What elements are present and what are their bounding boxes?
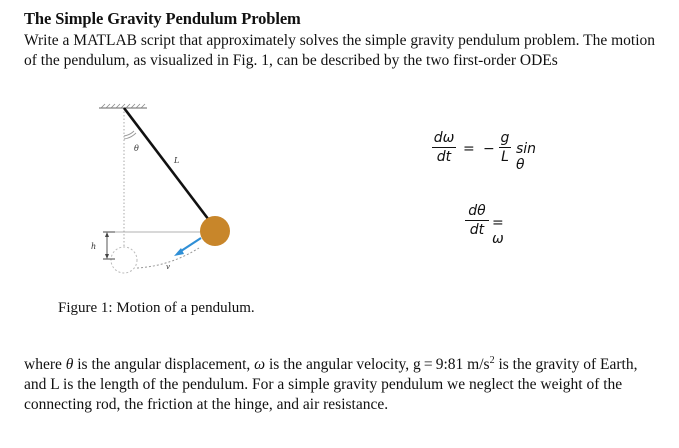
theta-symbol: θ [65,356,74,373]
eq2-lhs-fraction [465,203,489,238]
eq1-sine: sin θ [516,141,537,173]
rest-position-circle [111,247,137,273]
outro-text-4: is the gravity of Earth, and L is the length of the pendulum. For a simple gravity pendulum we neglect the weight of the connecting rod, the friction at the hinge, and air resistance. [24,356,638,413]
pendulum-rod [124,108,215,228]
eq2-lhs-den: dt [469,222,485,238]
angle-arc [124,131,134,136]
outro-text-1: where [24,356,66,373]
length-label: L [174,156,180,165]
squared-superscript: 2 [489,354,495,366]
eq1-equals: = [463,141,475,157]
intro-paragraph: Write a MATLAB script that approximately solves the simple gravity pendulum problem. The motion of the pendulum, as visualized in Fig. 1, can be described by the two first-order ODEs [24,32,656,69]
eq1-lhs-den: dt [436,149,452,165]
pendulum-bob [200,216,230,246]
problem-title: The Simple Gravity Pendulum Problem [24,9,301,28]
eq1-rhs-num: g [500,130,510,146]
eq1-rhs-den: L [501,149,509,165]
figure-caption: Figure 1: Motion of a pendulum. [58,300,255,316]
angle-label: θ [134,144,139,153]
outro-text-3: is the angular velocity, g = 9:81 m/s [265,356,490,373]
pendulum-figure [75,98,265,283]
eq1-rhs-fraction [499,130,511,165]
eq2-lhs-num: dθ [468,203,486,219]
omega-symbol: ω [254,356,266,373]
ceiling-hatch [101,104,145,108]
eq2-rhs: = ω [492,215,504,247]
eq1-minus: − [483,141,495,157]
closing-paragraph [24,355,660,415]
eq1-lhs-fraction [432,130,456,165]
velocity-label: v [166,263,170,271]
outro-text-2: is the angular displacement, [73,356,255,373]
height-label: h [91,242,97,251]
eq1-lhs-num: dω [433,130,455,146]
